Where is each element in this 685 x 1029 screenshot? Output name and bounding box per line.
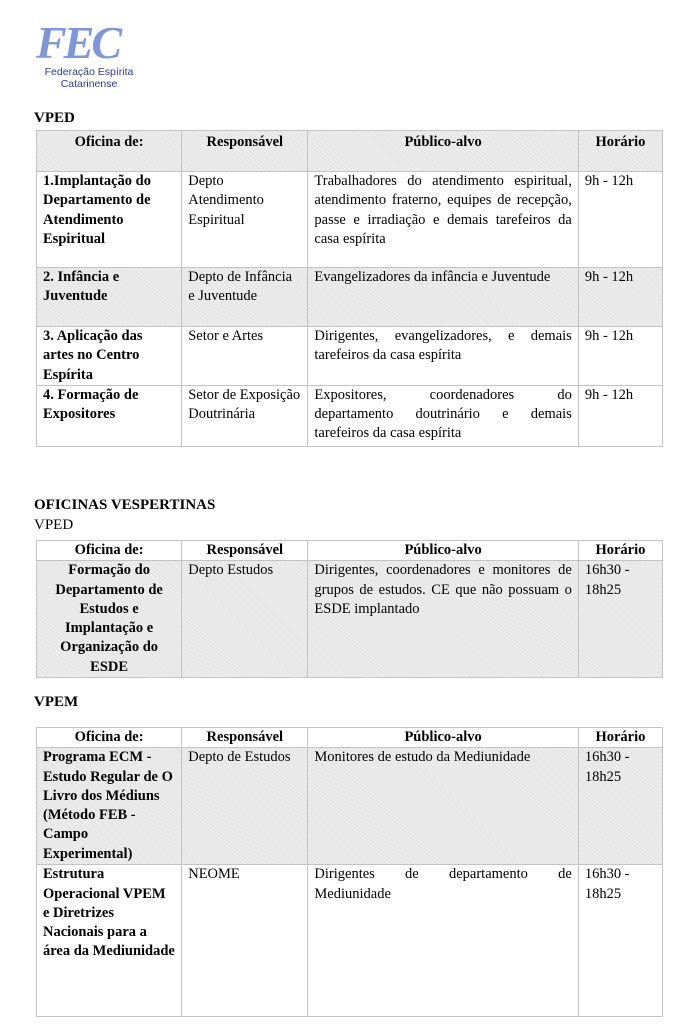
header-horario: Horário <box>578 728 662 748</box>
cell-publico: Dirigentes de departamento de Mediunidade <box>308 865 578 1017</box>
table-row <box>37 268 663 327</box>
cell-oficina: 4. Formação de Expositores <box>37 385 182 446</box>
header-horario: Horário <box>578 131 662 172</box>
table-row <box>37 865 663 1017</box>
cell-responsavel: Depto Atendimento Espiritual <box>182 172 308 268</box>
header-publico: Público-alvo <box>308 541 578 561</box>
header-publico: Público-alvo <box>308 131 578 172</box>
table-row <box>37 172 663 268</box>
vped-afternoon-table <box>36 540 663 678</box>
header-oficina: Oficina de: <box>37 131 182 172</box>
table-row <box>37 327 663 386</box>
cell-responsavel: Depto de Infância e Juventude <box>182 268 308 327</box>
cell-horario: 9h - 12h <box>578 327 662 386</box>
header-responsavel: Responsável <box>182 131 308 172</box>
logo-letters: FEC <box>36 18 120 66</box>
section-heading-vped: VPED <box>34 110 75 126</box>
cell-publico: Trabalhadores do atendimento espiritual, atendimento fraterno, equipes de recepção, passe e irradiação e demais tarefeiros da casa espírita <box>308 172 578 268</box>
cell-oficina: Estrutura Operacional VPEM e Diretrizes Nacionais para a área da Mediunidade <box>37 865 182 1017</box>
cell-oficina: Programa ECM - Estudo Regular de O Livro dos Médiuns (Método FEB - Campo Experimental) <box>37 748 182 865</box>
logo-line2: Catarinense <box>60 78 118 90</box>
cell-responsavel: Depto de Estudos <box>182 748 308 865</box>
section-heading-vpem: VPEM <box>34 694 79 710</box>
header-oficina: Oficina de: <box>37 541 182 561</box>
section-heading-vespertinas: OFICINAS VESPERTINAS <box>34 497 216 513</box>
cell-responsavel: Setor e Artes <box>182 327 308 386</box>
cell-horario: 9h - 12h <box>578 172 662 268</box>
cell-horario: 16h30 - 18h25 <box>578 748 662 865</box>
cell-oficina: 2. Infância e Juventude <box>37 268 182 327</box>
cell-publico: Expositores, coordenadores do departamento doutrinário e demais tarefeiros da casa espírita <box>308 385 578 446</box>
cell-publico: Dirigentes, evangelizadores, e demais tarefeiros da casa espírita <box>308 327 578 386</box>
table-row <box>37 385 663 446</box>
table-row <box>37 561 663 678</box>
cell-publico: Evangelizadores da infância e Juventude <box>308 268 578 327</box>
cell-oficina: 3. Aplicação das artes no Centro Espírita <box>37 327 182 386</box>
logo-line1: Federação Espírita <box>44 66 134 78</box>
cell-horario: 9h - 12h <box>578 268 662 327</box>
cell-publico: Monitores de estudo da Mediunidade <box>308 748 578 865</box>
cell-responsavel: NEOME <box>182 865 308 1017</box>
cell-publico: Dirigentes, coordenadores e monitores de grupos de estudos. CE que não possuam o ESDE implantado <box>308 561 578 678</box>
table-row <box>37 748 663 865</box>
section-subheading-vped: VPED <box>34 517 74 533</box>
fec-logo <box>34 18 144 92</box>
cell-responsavel: Depto Estudos <box>182 561 308 678</box>
header-responsavel: Responsável <box>182 541 308 561</box>
cell-horario: 9h - 12h <box>578 385 662 446</box>
header-horario: Horário <box>578 541 662 561</box>
vped-morning-table <box>36 130 663 447</box>
header-publico: Público-alvo <box>308 728 578 748</box>
header-oficina: Oficina de: <box>37 728 182 748</box>
vpem-table <box>36 727 663 1017</box>
cell-oficina: 1.Implantação do Departamento de Atendimento Espiritual <box>37 172 182 268</box>
cell-oficina: Formação do Departamento de Estudos e Implantação e Organização do ESDE <box>37 561 182 678</box>
header-responsavel: Responsável <box>182 728 308 748</box>
cell-responsavel: Setor de Exposição Doutrinária <box>182 385 308 446</box>
cell-horario: 16h30 - 18h25 <box>578 561 662 678</box>
cell-horario: 16h30 - 18h25 <box>578 865 662 1017</box>
